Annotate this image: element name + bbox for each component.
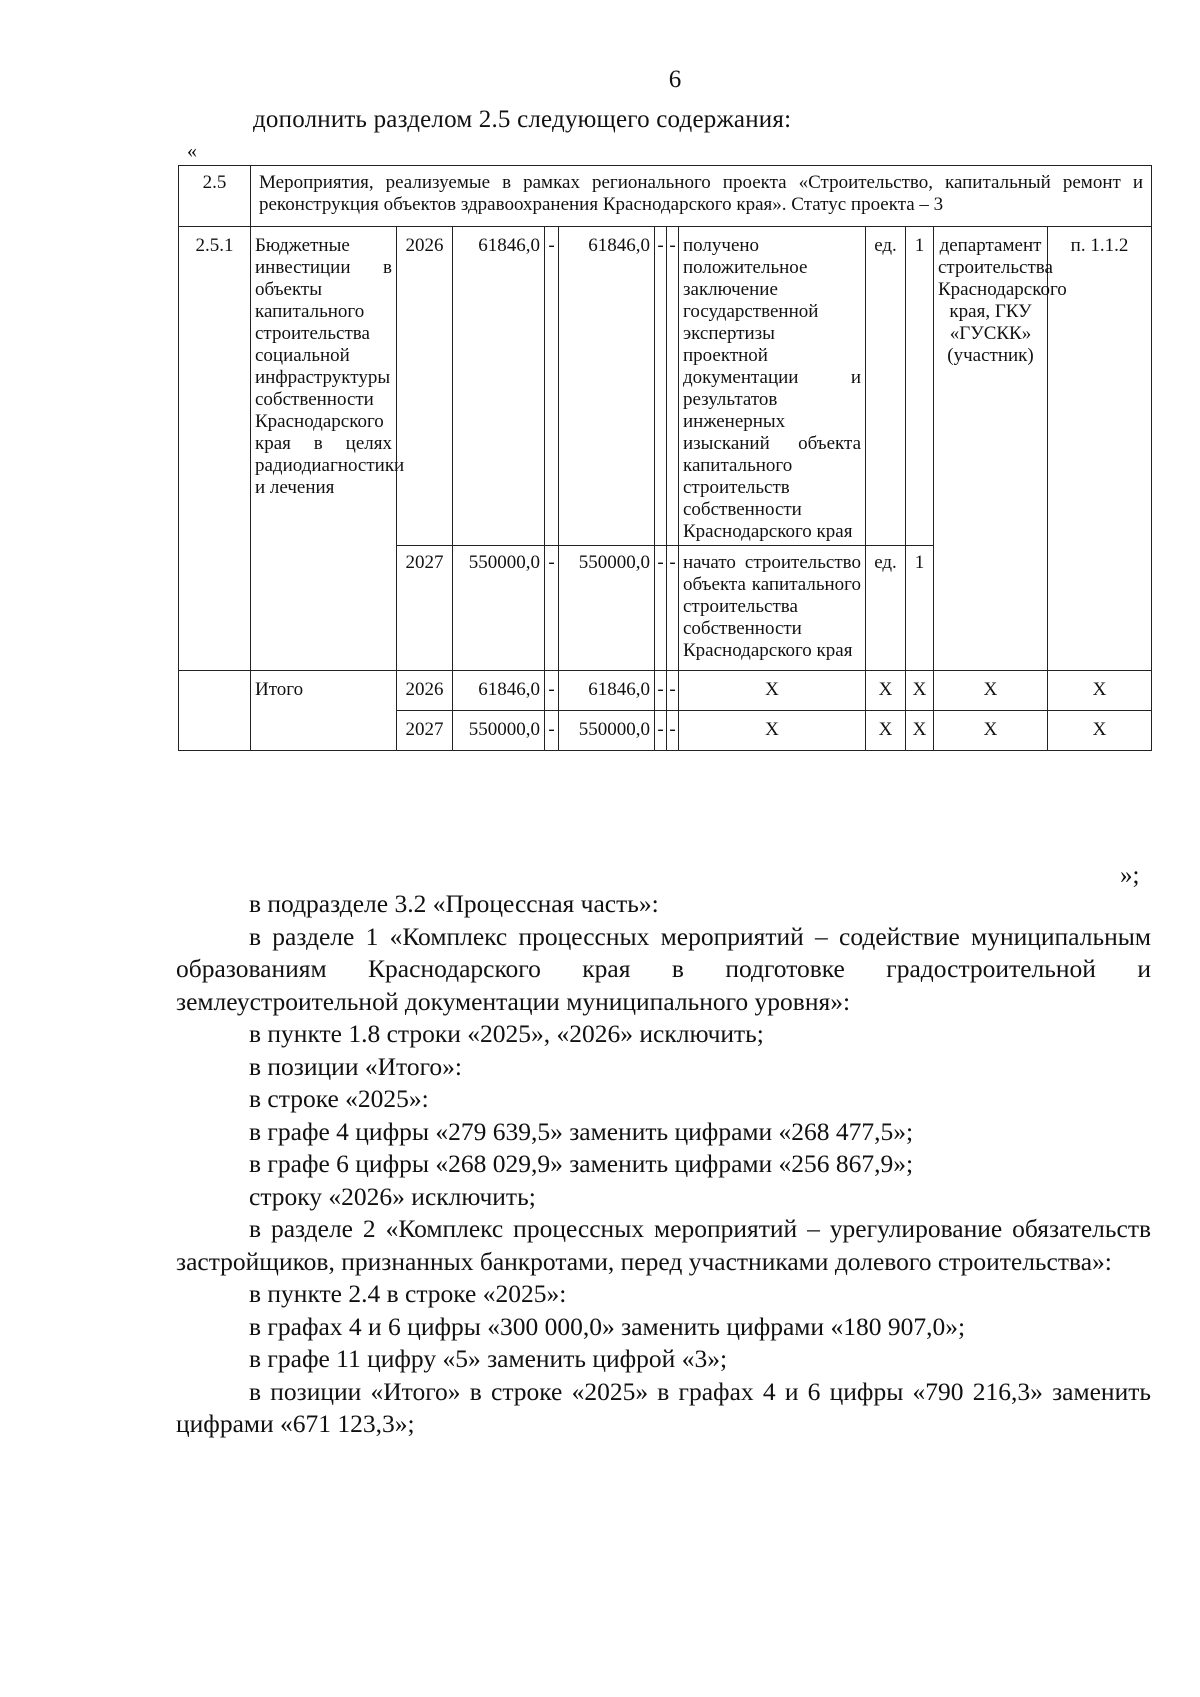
- x-cell: X: [866, 711, 906, 751]
- total-cell: 550000,0: [453, 546, 545, 671]
- total-cell: 61846,0: [453, 227, 545, 546]
- x-cell: X: [679, 671, 866, 711]
- local-cell: -: [655, 227, 667, 546]
- x-cell: X: [934, 711, 1048, 751]
- x-cell: X: [866, 671, 906, 711]
- paragraph: строку «2026» исключить;: [249, 1181, 536, 1211]
- open-quote: «: [187, 140, 197, 162]
- section-row: [179, 166, 1152, 227]
- page-number: 6: [668, 66, 682, 93]
- year-cell: 2027: [397, 546, 453, 671]
- table-row: [179, 227, 1152, 546]
- paragraph: в разделе 2 «Комплекс процессных мероприятий – урегулирование обязательств застройщиков, признанных банкротами, перед участниками долевого строительства»:: [176, 1214, 1151, 1276]
- paragraph: в подразделе 3.2 «Процессная часть»:: [249, 889, 659, 918]
- total-cell: 61846,0: [453, 671, 545, 711]
- qty-cell: 1: [906, 546, 934, 671]
- extra-cell: -: [667, 546, 679, 671]
- paragraph: в строке «2025»:: [249, 1084, 429, 1113]
- program-table: [178, 165, 1152, 751]
- paragraph: в позиции «Итого»:: [249, 1051, 462, 1081]
- federal-cell: -: [545, 546, 559, 671]
- qty-cell: 1: [906, 227, 934, 546]
- item-name: Бюджетные инвестиции в объекты капитального строительства социальной инфраструктуры собственности Краснодарского края в целях радиодиагностики и лечения: [251, 227, 397, 671]
- extra-cell: -: [667, 227, 679, 546]
- regional-cell: 550000,0: [559, 546, 655, 671]
- x-cell: X: [906, 671, 934, 711]
- unit-cell: ед.: [866, 546, 906, 671]
- empty-cell: [179, 671, 251, 751]
- totals-label: Итого: [251, 671, 397, 751]
- local-cell: -: [655, 671, 667, 711]
- executor-cell: департамент строительства Краснодарского края, ГКУ «ГУСКК» (участник): [934, 227, 1048, 671]
- year-cell: 2027: [397, 711, 453, 751]
- paragraph: в пункте 1.8 строки «2025», «2026» исключить;: [249, 1019, 764, 1048]
- extra-cell: -: [667, 671, 679, 711]
- paragraph: в графе 11 цифру «5» заменить цифрой «3»;: [249, 1344, 728, 1373]
- section-number: 2.5: [179, 166, 251, 227]
- local-cell: -: [655, 711, 667, 751]
- totals-row: [179, 671, 1152, 711]
- local-cell: -: [655, 546, 667, 671]
- regional-cell: 61846,0: [559, 227, 655, 546]
- year-cell: 2026: [397, 671, 453, 711]
- close-quote: »;: [1120, 862, 1140, 889]
- federal-cell: -: [545, 671, 559, 711]
- section-title: Мероприятия, реализуемые в рамках регионального проекта «Строительство, капитальный ремонт и реконструкция объектов здравоохранения Краснодарского края». Статус проекта – 3: [251, 166, 1152, 227]
- x-cell: X: [906, 711, 934, 751]
- item-number: 2.5.1: [179, 227, 251, 671]
- x-cell: X: [934, 671, 1048, 711]
- paragraph: в пункте 2.4 в строке «2025»:: [249, 1279, 567, 1308]
- total-cell: 550000,0: [453, 711, 545, 751]
- x-cell: X: [679, 711, 866, 751]
- federal-cell: -: [545, 711, 559, 751]
- paragraph: в графе 6 цифры «268 029,9» заменить цифрами «256 867,9»;: [249, 1149, 914, 1178]
- result-cell: получено положительное заключение государственной экспертизы проектной документации и результатов инженерных изысканий объекта капитального строительств собственности Краснодарского края: [679, 227, 866, 546]
- federal-cell: -: [545, 227, 559, 546]
- x-cell: X: [1048, 711, 1152, 751]
- regional-cell: 550000,0: [559, 711, 655, 751]
- paragraph: в позиции «Итого» в строке «2025» в графах 4 и 6 цифры «790 216,3» заменить цифрами «671 123,3»;: [176, 1376, 1151, 1438]
- x-cell: X: [1048, 671, 1152, 711]
- year-cell: 2026: [397, 227, 453, 546]
- paragraph: в разделе 1 «Комплекс процессных мероприятий – содействие муниципальным образованиям Краснодарского края в подготовке градостроительной и землеустроительной документации муниципального уровня»:: [176, 921, 1151, 1016]
- regional-cell: 61846,0: [559, 671, 655, 711]
- ref-cell: п. 1.1.2: [1048, 227, 1152, 671]
- paragraph: в графах 4 и 6 цифры «300 000,0» заменить цифрами «180 907,0»;: [249, 1311, 966, 1341]
- intro-line: дополнить разделом 2.5 следующего содержания:: [253, 106, 792, 133]
- paragraph: в графе 4 цифры «279 639,5» заменить цифрами «268 477,5»;: [249, 1116, 914, 1146]
- result-cell: начато строительство объекта капитального строительства собственности Краснодарского края: [679, 546, 866, 671]
- amendments-text: [176, 888, 1151, 1441]
- extra-cell: -: [667, 711, 679, 751]
- unit-cell: ед.: [866, 227, 906, 546]
